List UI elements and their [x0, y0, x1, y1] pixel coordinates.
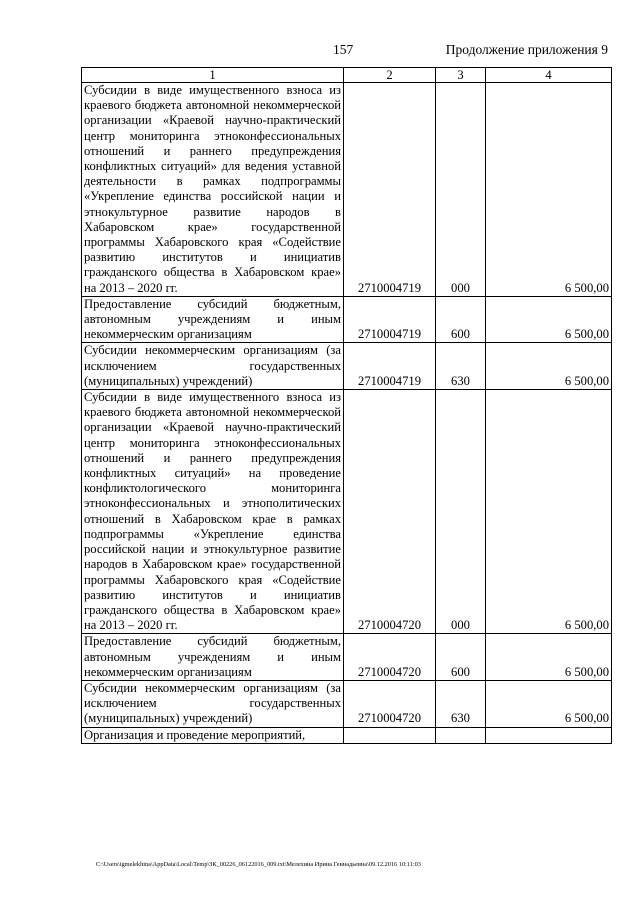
row-expense-kind: 630 [436, 343, 486, 390]
row-amount: 6 500,00 [486, 680, 612, 727]
row-name: Субсидии в виде имущественного взноса из краевого бюджета автономной некоммерческой организации «Краевой научно-практический центр мониторинга этноконфессиональных отношений и раннего предупреждения конфликтных ситуаций» для ведения уставной деятельности в рамках подпрограммы «Укрепление единства российской нации и этнокультурное развитие народов в Хабаровском крае» государственной программы Хабаровского края «Содействие развитию институтов и инициатив гражданского общества в Хабаровском крае» на 2013 – 2020 гг. [82, 83, 344, 297]
row-amount: 6 500,00 [486, 296, 612, 343]
row-name: Предоставление субсидий бюджетным, автономным учреждениям и иным некоммерческим организациям [82, 634, 344, 681]
row-amount: 6 500,00 [486, 634, 612, 681]
row-target-code [344, 727, 436, 743]
table-row [82, 634, 612, 681]
row-expense-kind: 600 [436, 296, 486, 343]
row-expense-kind: 600 [436, 634, 486, 681]
row-amount: 6 500,00 [486, 343, 612, 390]
table-row [82, 680, 612, 727]
row-expense-kind [436, 727, 486, 743]
row-name: Субсидии в виде имущественного взноса из краевого бюджета автономной некоммерческой организации «Краевой научно-практический центр мониторинга этноконфессиональных отношений и раннего предупреждения конфликтных ситуаций» на проведение конфликтологического мониторинга этноконфессиональных и этнополитических отношений в Хабаровском крае в рамках подпрограммы «Укрепление единства российской нации и этнокультурное развитие народов в Хабаровском крае» государственной программы Хабаровского края «Содействие развитию институтов и инициатив гражданского общества в Хабаровском крае» на 2013 – 2020 гг. [82, 390, 344, 634]
row-target-code: 2710004720 [344, 680, 436, 727]
table-row [82, 343, 612, 390]
row-expense-kind: 630 [436, 680, 486, 727]
appendix-continuation-label: Продолжение приложения 9 [445, 42, 608, 57]
row-amount: 6 500,00 [486, 83, 612, 297]
column-header-3: 3 [436, 68, 486, 83]
row-name: Субсидии некоммерческим организациям (за исключением государственных (муниципальных) учреждений) [82, 343, 344, 390]
row-target-code: 2710004719 [344, 83, 436, 297]
column-header-4: 4 [486, 68, 612, 83]
budget-table [81, 67, 612, 744]
row-target-code: 2710004720 [344, 390, 436, 634]
row-name: Предоставление субсидий бюджетным, автономным учреждениям и иным некоммерческим организациям [82, 296, 344, 343]
row-target-code: 2710004720 [344, 634, 436, 681]
page-number: 157 [333, 42, 354, 57]
document-footer-path: C:\Users\igmelekhina\AppData\Local\Temp\ЗК_00226_06122016_009.txt\Мелехина Ирина Геннадьевна\09.12.2016 10:11:03 [96, 861, 421, 868]
table-row [82, 296, 612, 343]
page-header [0, 42, 640, 58]
row-expense-kind: 000 [436, 83, 486, 297]
row-name: Организация и проведение мероприятий, [82, 727, 344, 743]
row-expense-kind: 000 [436, 390, 486, 634]
table-row [82, 727, 612, 743]
table-header-row [82, 68, 612, 83]
column-header-1: 1 [82, 68, 344, 83]
row-amount: 6 500,00 [486, 390, 612, 634]
table-row [82, 83, 612, 297]
row-target-code: 2710004719 [344, 296, 436, 343]
row-name: Субсидии некоммерческим организациям (за исключением государственных (муниципальных) учреждений) [82, 680, 344, 727]
row-amount [486, 727, 612, 743]
column-header-2: 2 [344, 68, 436, 83]
table-row [82, 390, 612, 634]
row-target-code: 2710004719 [344, 343, 436, 390]
